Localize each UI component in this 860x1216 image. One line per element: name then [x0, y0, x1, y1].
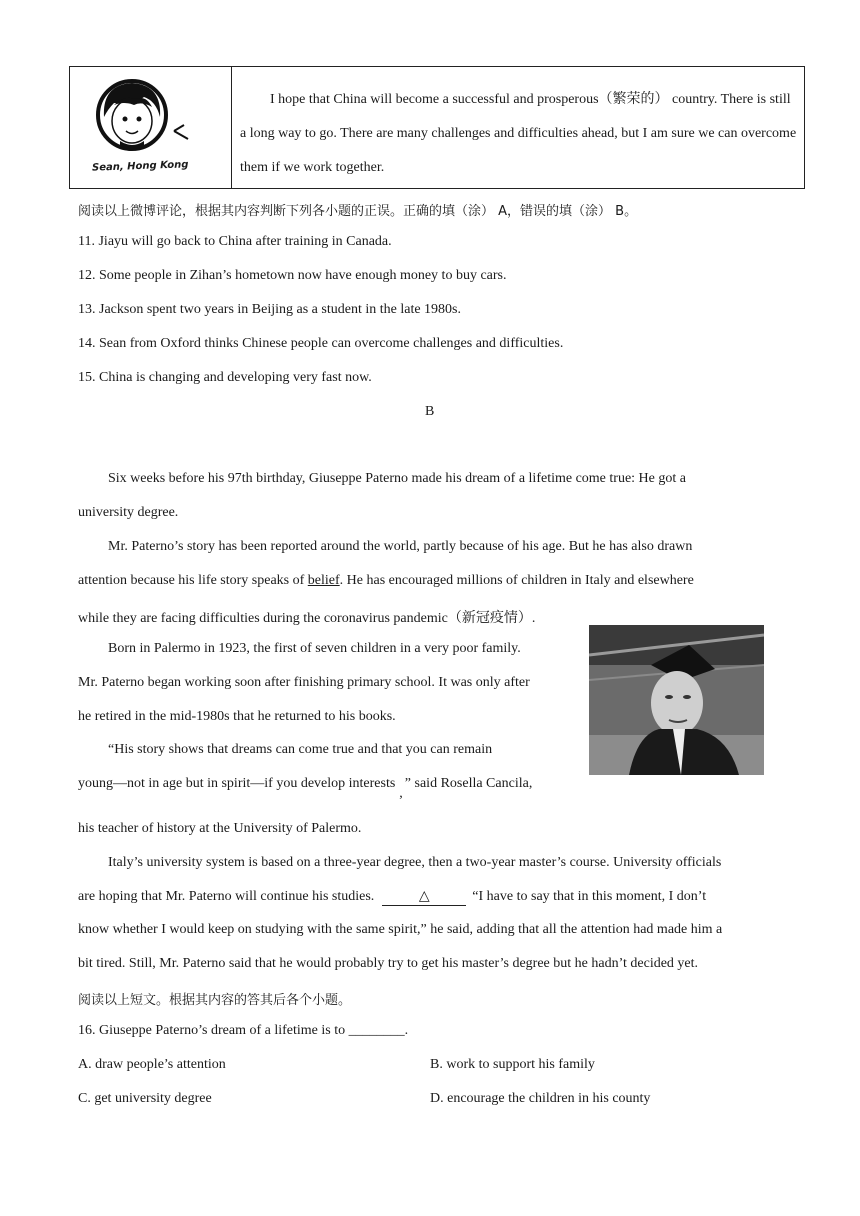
- passage-p2-line2: [78, 573, 694, 589]
- underlined-word-belief: belief: [307, 573, 340, 588]
- question-15: 15. China is changing and developing very fast now.: [78, 370, 372, 385]
- passage-p1-line1: Six weeks before his 97th birthday, Giuseppe Paterno made his dream of a lifetime come true: He got a: [108, 471, 686, 486]
- passage-p3-line2: Mr. Paterno began working soon after finishing primary school. It was only after: [78, 675, 530, 690]
- section-heading-b: B: [425, 404, 435, 419]
- passage-p4-text-a: young—not in age but in spirit—if you develop interests: [78, 776, 396, 791]
- instruction-true-false: 阅读以上微博评论，根据其内容判断下列各小题的正误。正确的填（涂） A，错误的填（涂） B。: [78, 204, 638, 219]
- option-a[interactable]: A. draw people’s attention: [78, 1057, 226, 1072]
- passage-p5-line1: Italy’s university system is based on a three-year degree, then a two-year master’s course. University officials: [108, 855, 722, 870]
- passage-p2-text-pre: attention because his life story speaks of: [78, 573, 308, 588]
- question-13: 13. Jackson spent two years in Beijing as a student in the late 1980s.: [78, 302, 461, 317]
- comment-text: I hope that China will become a successful and prosperous（繁荣的） country. There is still a long way to go. There are many challenges and difficulties ahead, but I am sure we can overcome them if we work together.: [240, 92, 797, 175]
- passage-p4-text-b: ” said Rosella Cancila,: [404, 776, 533, 791]
- passage-p2-text-post: . He has encouraged millions of children in Italy and elsewhere: [339, 573, 694, 588]
- avatar-caption: Sean, Hong Kong: [91, 159, 189, 174]
- answer-blank: △: [382, 889, 466, 906]
- avatar: [90, 75, 210, 185]
- passage-p4-comma: ,: [399, 786, 403, 801]
- comment-table: [69, 66, 805, 189]
- question-11: 11. Jiayu will go back to China after training in Canada.: [78, 234, 392, 249]
- option-c[interactable]: C. get university degree: [78, 1091, 212, 1106]
- passage-p5-line2: [78, 889, 706, 906]
- passage-p1-line2: university degree.: [78, 505, 179, 520]
- passage-p5-text-post: “I have to say that in this moment, I don’t: [472, 889, 707, 904]
- passage-p5-line4: bit tired. Still, Mr. Paterno said that he would probably try to get his master’s degree but he hadn’t decided yet.: [78, 956, 699, 971]
- passage-p3-line3: he retired in the mid-1980s that he returned to his books.: [78, 709, 396, 724]
- passage-p4-line3: his teacher of history at the University of Palermo.: [78, 821, 362, 836]
- elderly-graduate-photo-icon: [589, 625, 764, 775]
- question-12: 12. Some people in Zihan’s hometown now have enough money to buy cars.: [78, 268, 507, 283]
- passage-p5-line3: know whether I would keep on studying with the same spirit,” he said, adding that all the attention had made him a: [78, 922, 723, 937]
- passage-p4-line2: [78, 776, 533, 801]
- passage-p4-line1: “His story shows that dreams can come true and that you can remain: [108, 742, 493, 757]
- passage-p3-line1: Born in Palermo in 1923, the first of seven children in a very poor family.: [108, 641, 521, 656]
- passage-p2-line3: while they are facing difficulties during the coronavirus pandemic（新冠疫情）.: [78, 611, 536, 626]
- passage-p2-line1: Mr. Paterno’s story has been reported around the world, partly because of his age. But he has also drawn: [108, 539, 693, 554]
- question-14: 14. Sean from Oxford thinks Chinese people can overcome challenges and difficulties.: [78, 336, 564, 351]
- question-16-stem: 16. Giuseppe Paterno’s dream of a lifetime is to ________.: [78, 1023, 409, 1038]
- instruction-reading: 阅读以上短文。根据其内容的答其后各个小题。: [78, 993, 352, 1008]
- option-b[interactable]: B. work to support his family: [430, 1057, 595, 1072]
- passage-p5-text-pre: are hoping that Mr. Paterno will continue his studies.: [78, 889, 375, 904]
- cartoon-face-icon: [90, 75, 210, 165]
- photo-giuseppe-paterno: [589, 625, 764, 775]
- option-d[interactable]: D. encourage the children in his county: [430, 1091, 651, 1106]
- table-divider: [231, 67, 232, 188]
